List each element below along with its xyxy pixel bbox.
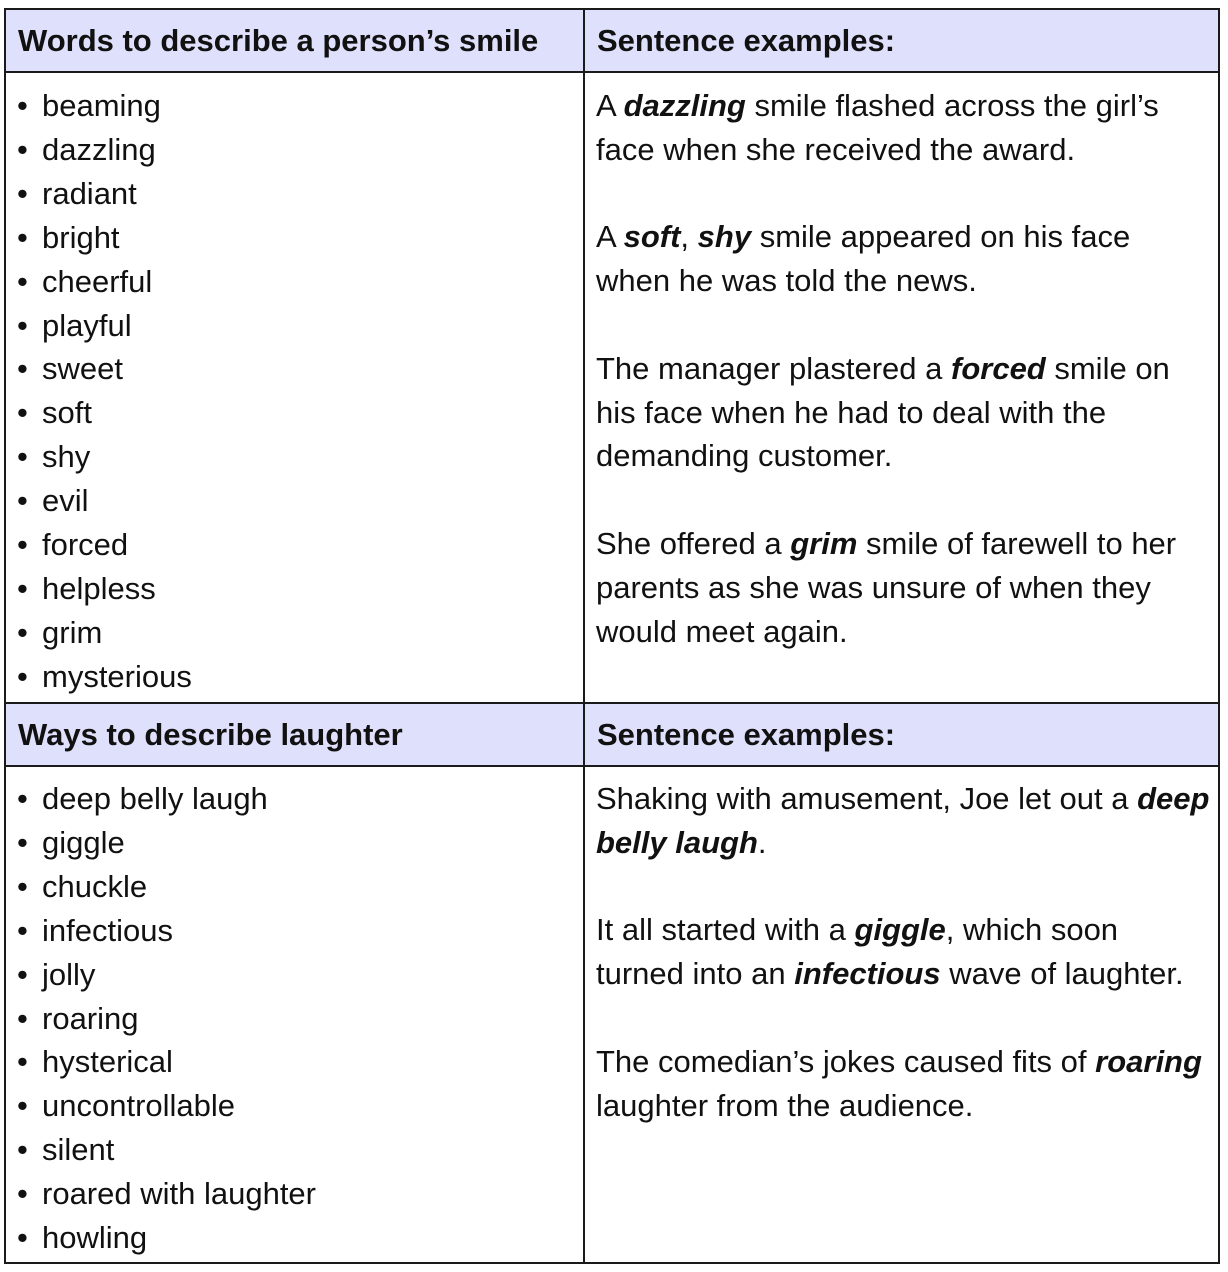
list-item	[6, 128, 583, 172]
bullet-icon: •	[17, 483, 28, 519]
example-sentence	[585, 215, 1220, 303]
divider	[6, 71, 1218, 73]
highlighted-word: dazzling	[623, 88, 746, 123]
highlighted-word: deep belly laugh	[596, 781, 1210, 860]
bullet-icon: •	[17, 439, 28, 475]
highlighted-word: giggle	[854, 912, 946, 948]
bullet-icon: •	[17, 1044, 28, 1080]
list-item	[6, 304, 583, 348]
word-text: roaring	[42, 1000, 139, 1036]
highlighted-word: infectious	[794, 956, 941, 992]
bullet-icon: •	[17, 88, 28, 123]
list-item	[6, 567, 583, 611]
list-item	[6, 997, 583, 1041]
list-item	[6, 435, 583, 479]
bullet-icon: •	[17, 868, 28, 904]
word-text: hysterical	[42, 1044, 173, 1080]
example-sentence	[585, 84, 1220, 172]
list-item	[6, 347, 583, 391]
word-text: howling	[42, 1220, 148, 1256]
bullet-icon: •	[17, 1176, 28, 1212]
bullet-icon: •	[17, 307, 28, 343]
divider	[6, 765, 1218, 767]
sentence-text: laughter from the audience.	[596, 1087, 974, 1123]
list-item	[6, 909, 583, 953]
example-sentence	[585, 1040, 1220, 1128]
word-text: evil	[42, 483, 89, 519]
word-text: silent	[42, 1132, 115, 1168]
list-item	[6, 84, 583, 128]
word-text: forced	[42, 527, 129, 563]
bullet-icon: •	[17, 1088, 28, 1124]
highlighted-word: grim	[790, 525, 858, 561]
list-item	[6, 479, 583, 523]
highlighted-word: shy	[697, 219, 752, 255]
header-laughter-words: Ways to describe laughter	[18, 717, 403, 752]
sentence-text: .	[757, 824, 767, 860]
list-item	[6, 777, 583, 821]
sentence-text: smile appeared on his face when he was told the news.	[596, 219, 1131, 299]
bullet-icon: •	[17, 219, 28, 255]
bullet-icon: •	[17, 395, 28, 431]
laughter-sentences-cell	[585, 777, 1220, 1171]
list-item	[6, 216, 583, 260]
list-item	[6, 1172, 583, 1216]
vocabulary-table	[4, 8, 1220, 1264]
bullet-icon: •	[17, 658, 28, 694]
sentence-text: smile of farewell to her parents as she was unsure of when they would meet again.	[596, 525, 1177, 649]
bullet-icon: •	[17, 1220, 28, 1256]
word-text: infectious	[42, 912, 173, 948]
word-text: bright	[42, 219, 120, 255]
word-text: grim	[42, 614, 103, 650]
example-sentence	[585, 347, 1220, 478]
word-text: giggle	[42, 824, 125, 860]
list-item	[6, 1084, 583, 1128]
bullet-icon: •	[17, 1000, 28, 1036]
header-smile-words: Words to describe a person’s smile	[18, 23, 539, 58]
bullet-icon: •	[17, 614, 28, 650]
list-item	[6, 821, 583, 865]
word-text: cheerful	[42, 263, 153, 299]
example-sentence	[585, 777, 1220, 865]
bullet-icon: •	[17, 956, 28, 992]
list-item	[6, 260, 583, 304]
sentence-text: wave of laughter.	[940, 956, 1184, 992]
smile-words-cell	[6, 84, 583, 699]
bullet-icon: •	[17, 175, 28, 211]
list-item	[6, 172, 583, 216]
word-text: sweet	[42, 351, 123, 387]
list-item	[6, 1216, 583, 1260]
highlighted-word: forced	[951, 350, 1046, 386]
list-item	[6, 611, 583, 655]
highlighted-word: roaring	[1095, 1043, 1202, 1079]
bullet-icon: •	[17, 131, 28, 167]
sentence-text: A	[596, 88, 624, 123]
header-laughter-sentences: Sentence examples:	[597, 717, 896, 752]
list-item	[6, 1040, 583, 1084]
word-text: playful	[42, 307, 132, 343]
bullet-icon: •	[17, 263, 28, 299]
word-text: jolly	[42, 956, 96, 992]
word-text: uncontrollable	[42, 1088, 236, 1124]
sentence-text: smile flashed across the girl’s face when she received the award.	[596, 88, 1159, 167]
smile-words-list	[6, 84, 583, 699]
word-text: beaming	[42, 88, 161, 123]
highlighted-word: soft	[623, 219, 681, 255]
example-sentence	[585, 522, 1220, 653]
list-item	[6, 953, 583, 997]
header-smile-sentences: Sentence examples:	[597, 23, 896, 58]
sentence-text: , which soon turned into an	[596, 912, 1119, 992]
list-item	[6, 1128, 583, 1172]
list-item	[6, 391, 583, 435]
list-item	[6, 655, 583, 699]
list-item	[6, 523, 583, 567]
word-text: shy	[42, 439, 91, 475]
word-text: dazzling	[42, 131, 156, 167]
word-text: helpless	[42, 570, 156, 606]
sentence-text: It all started with a	[596, 912, 855, 948]
word-text: soft	[42, 395, 92, 431]
sentence-text: ,	[680, 219, 698, 255]
sentence-text: Shaking with amusement, Joe let out a	[596, 781, 1138, 816]
bullet-icon: •	[17, 527, 28, 563]
word-text: deep belly laugh	[42, 781, 268, 816]
bullet-icon: •	[17, 1132, 28, 1168]
word-text: mysterious	[42, 658, 192, 694]
sentence-text: smile on his face when he had to deal with the demanding customer.	[596, 350, 1170, 474]
bullet-icon: •	[17, 781, 28, 816]
sentence-text: She offered a	[596, 525, 791, 561]
bullet-icon: •	[17, 824, 28, 860]
sentence-text: A	[596, 219, 624, 255]
laughter-words-cell	[6, 777, 583, 1260]
bullet-icon: •	[17, 570, 28, 606]
word-text: radiant	[42, 175, 137, 211]
bullet-icon: •	[17, 351, 28, 387]
laughter-words-list	[6, 777, 583, 1260]
word-text: chuckle	[42, 868, 148, 904]
list-item	[6, 865, 583, 909]
word-text: roared with laughter	[42, 1176, 316, 1212]
smile-sentences-cell	[585, 84, 1220, 697]
sentence-text: The comedian’s jokes caused fits of	[596, 1043, 1096, 1079]
sentence-text: The manager plastered a	[596, 350, 951, 386]
bullet-icon: •	[17, 912, 28, 948]
example-sentence	[585, 908, 1220, 996]
